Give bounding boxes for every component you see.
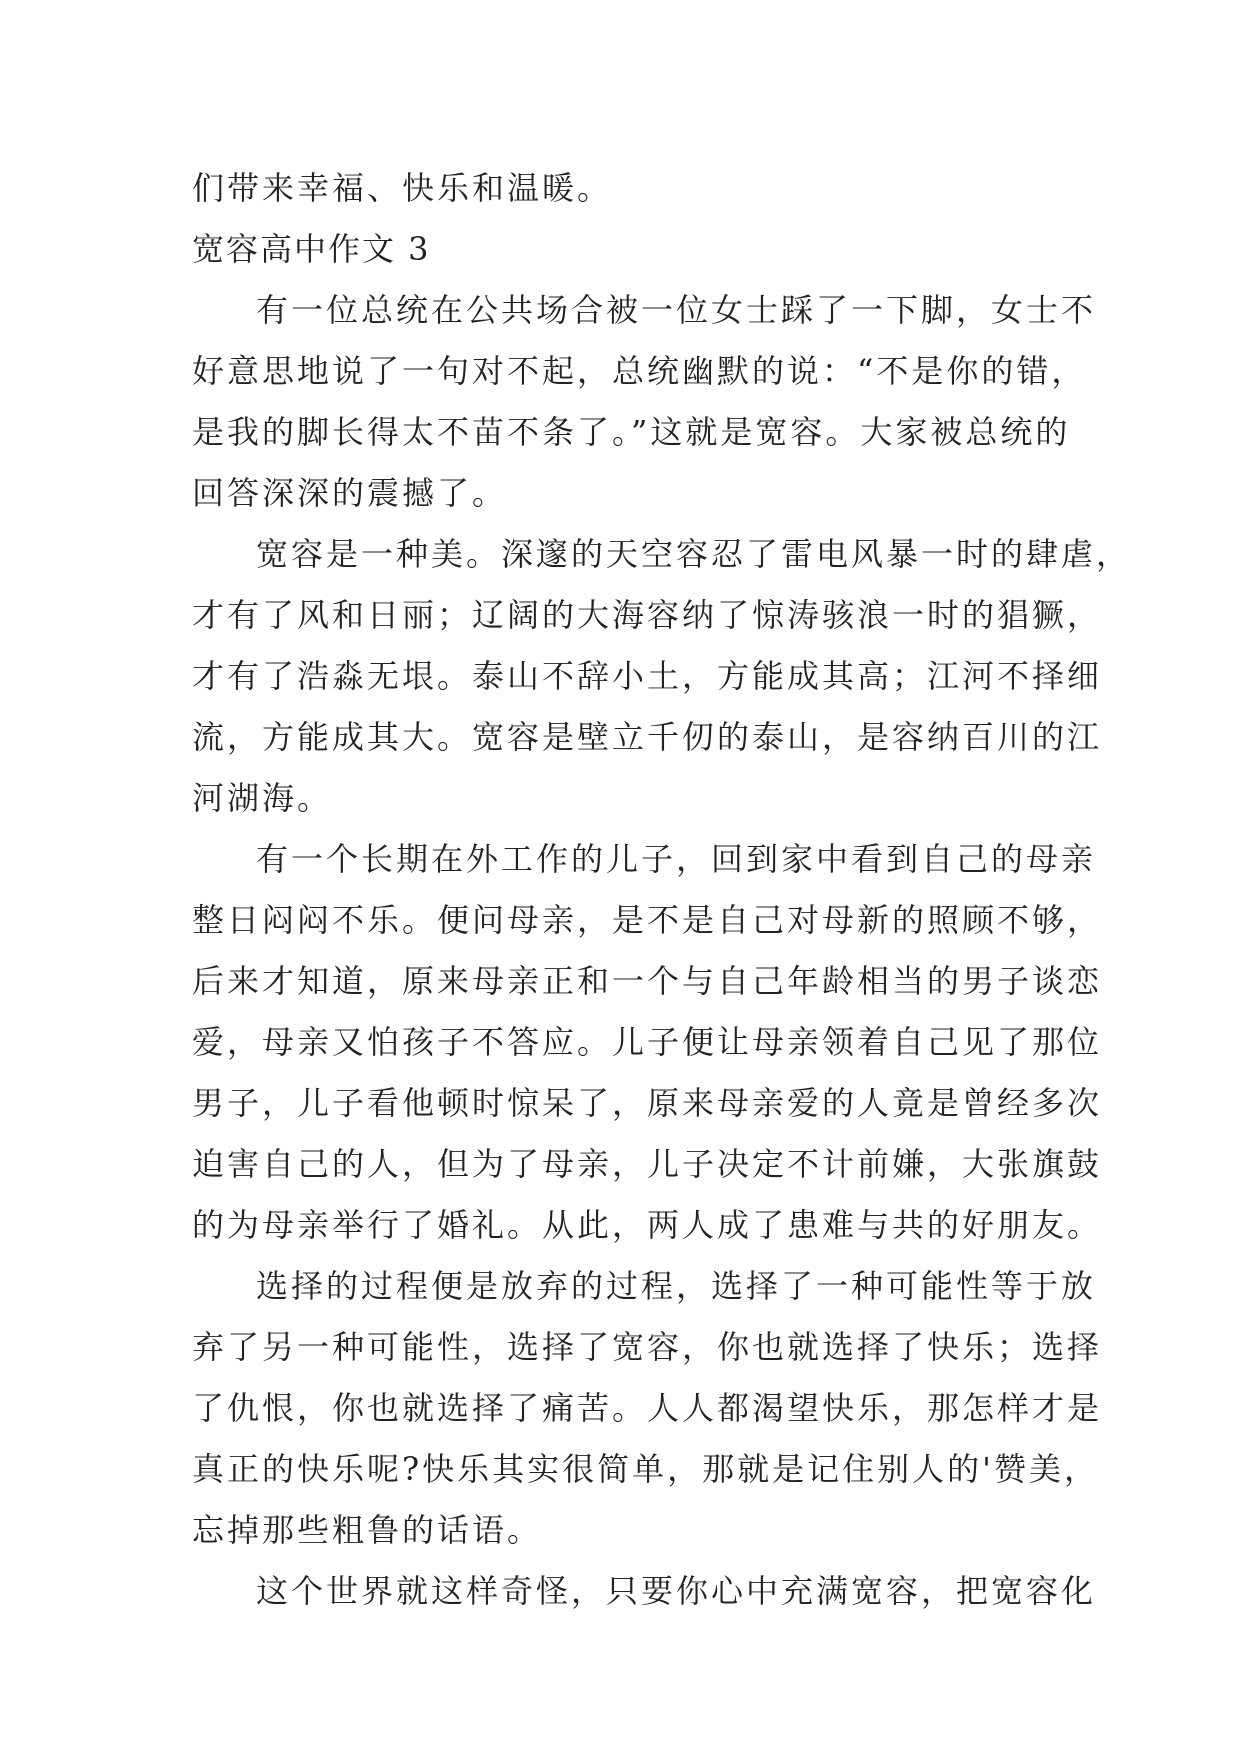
text-line: 才有了风和日丽；辽阔的大海容纳了惊涛骇浪一时的猖獗， <box>192 596 1103 634</box>
text-line: 有一个长期在外工作的儿子，回到家中看到自己的母亲 <box>256 840 1097 878</box>
text-line: 爱，母亲又怕孩子不答应。儿子便让母亲领着自己见了那位 <box>192 1023 1103 1061</box>
text-line: 是我的脚长得太不苗不条了。”这就是宽容。大家被总统的 <box>192 413 1071 451</box>
text-line: 这个世界就这样奇怪，只要你心中充满宽容，把宽容化 <box>256 1572 1097 1610</box>
text-line: 忘掉那些粗鲁的话语。 <box>192 1511 543 1549</box>
text-line: 流，方能成其大。宽容是壁立千仞的泰山，是容纳百川的江 <box>192 718 1103 756</box>
text-line: 有一位总统在公共场合被一位女士踩了一下脚，女士不 <box>256 291 1097 329</box>
text-line: 弃了另一种可能性，选择了宽容，你也就选择了快乐；选择 <box>192 1328 1103 1366</box>
text-line: 选择的过程便是放弃的过程，选择了一种可能性等于放 <box>256 1267 1097 1305</box>
text-line: 男子，儿子看他顿时惊呆了，原来母亲爱的人竟是曾经多次 <box>192 1084 1103 1122</box>
text-line: 整日闷闷不乐。便问母亲，是不是自己对母新的照顾不够， <box>192 901 1103 939</box>
text-line: 后来才知道，原来母亲正和一个与自己年龄相当的男子谈恋 <box>192 962 1103 1000</box>
document-body <box>192 158 1132 1622</box>
text-line: 了仇恨，你也就选择了痛苦。人人都渴望快乐，那怎样才是 <box>192 1389 1103 1427</box>
text-line: 真正的快乐呢?快乐其实很简单，那就是记住别人的'赞美， <box>192 1450 1099 1488</box>
section-heading: 宽容高中作文 3 <box>192 230 431 268</box>
text-line: 才有了浩淼无垠。泰山不辞小土，方能成其高；江河不择细 <box>192 657 1103 695</box>
text-line: 回答深深的震撼了。 <box>192 474 508 512</box>
text-line: 宽容是一种美。深邃的天空容忍了雷电风暴一时的肆虐， <box>256 535 1132 573</box>
text-line: 们带来幸福、快乐和温暖。 <box>192 169 613 207</box>
text-line: 河湖海。 <box>192 779 333 817</box>
text-line: 迫害自己的人，但为了母亲，儿子决定不计前嫌，大张旗鼓 <box>192 1145 1103 1183</box>
text-line: 好意思地说了一句对不起，总统幽默的说：“不是你的错， <box>192 352 1087 390</box>
text-line: 的为母亲举行了婚礼。从此，两人成了患难与共的好朋友。 <box>192 1206 1103 1244</box>
